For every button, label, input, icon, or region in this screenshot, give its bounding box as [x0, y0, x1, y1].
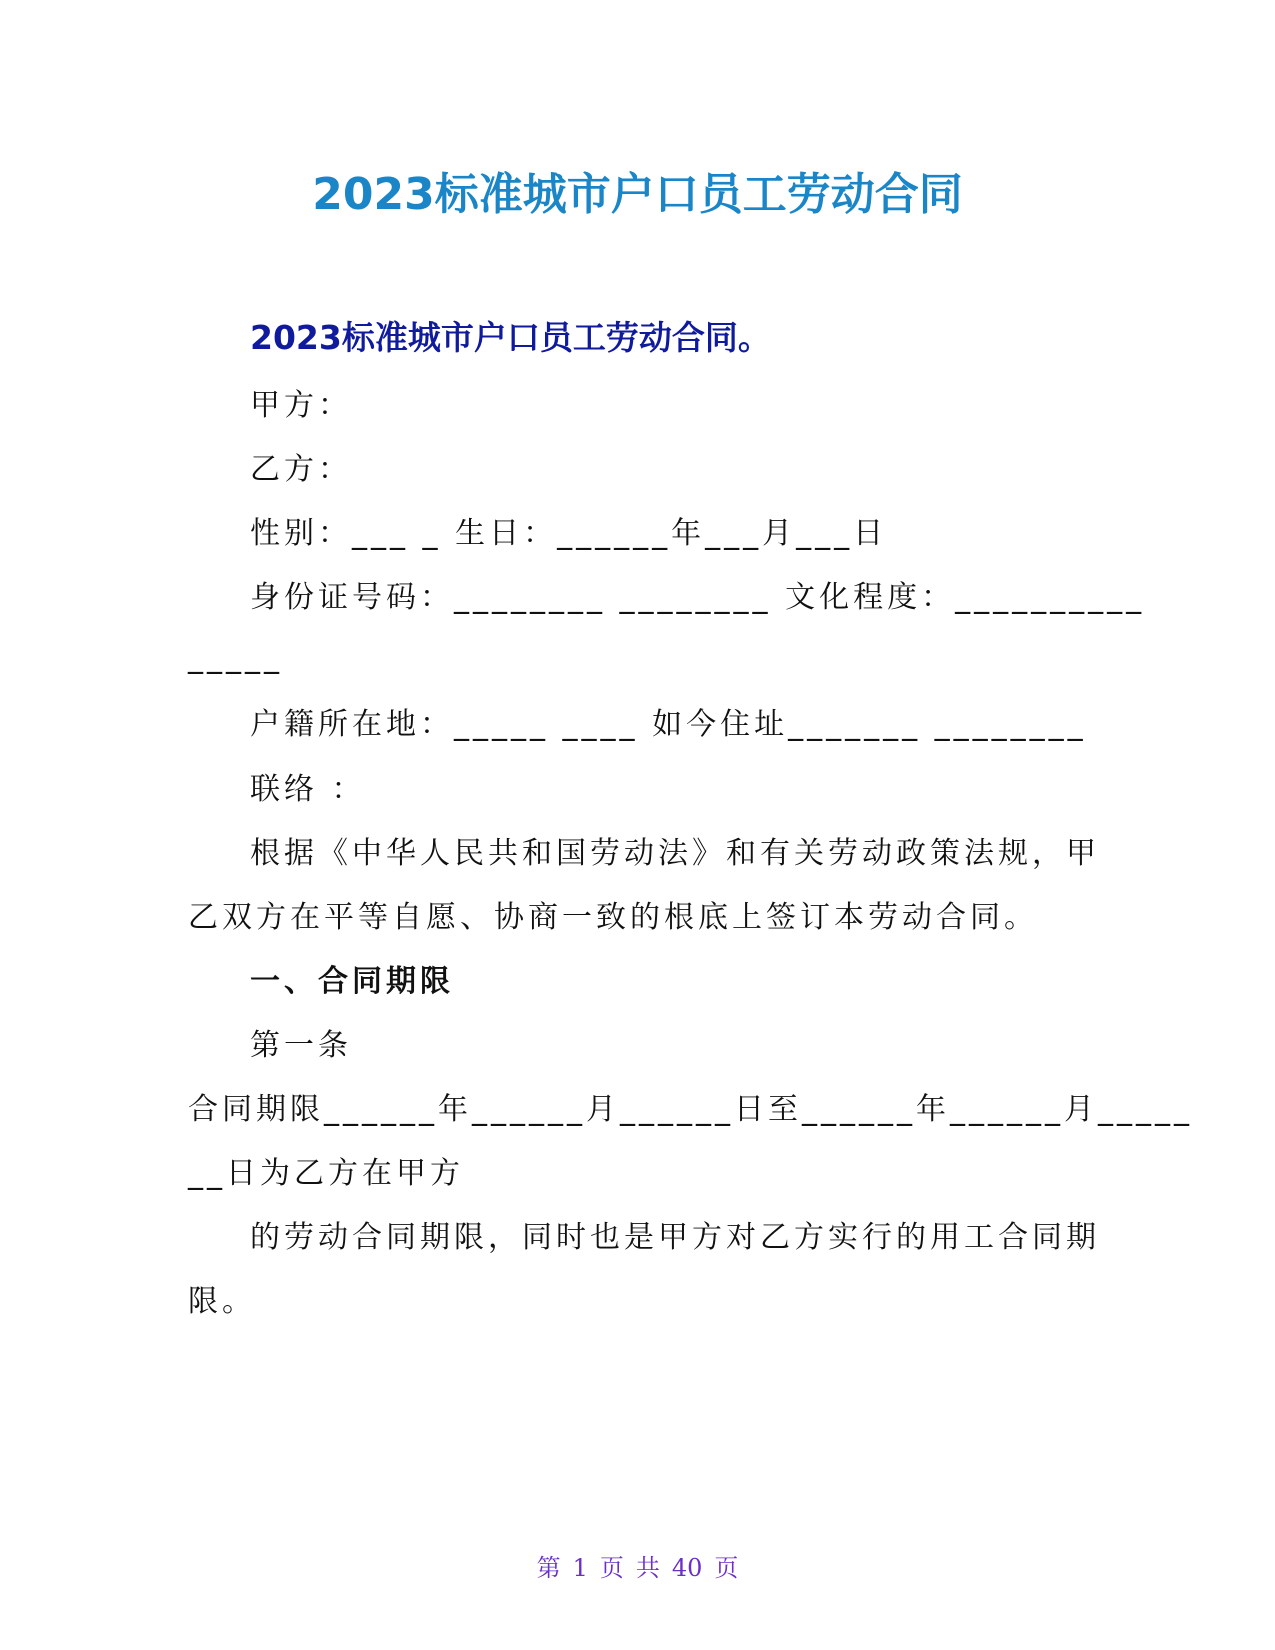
term-line-1: 合同期限______年______月______日至______年______月_____ [188, 1092, 1193, 1127]
id-education-continuation: _____ [188, 640, 283, 675]
term-line-4: 限。 [188, 1284, 256, 1319]
document-subtitle: 2023标准城市户口员工劳动合同。 [250, 318, 771, 357]
term-line-3: 的劳动合同期限，同时也是甲方对乙方实行的用工合同期 [250, 1220, 1100, 1255]
section-1-heading: 一、合同期限 [250, 964, 454, 999]
residence-address-line: 户籍所在地：_____ ____ 如今住址_______ ________ [250, 707, 1087, 742]
footer-total-pages: 40 [671, 1554, 703, 1582]
basis-paragraph-line-1: 根据《中华人民共和国劳动法》和有关劳动政策法规，甲 [250, 836, 1100, 871]
id-education-line: 身份证号码：________ ________ 文化程度：__________ [250, 580, 1146, 615]
article-1-label: 第一条 [250, 1028, 352, 1063]
footer-word-ye: 页 [599, 1554, 624, 1582]
contact-line: 联络 ： [250, 772, 366, 807]
gender-birthday-line: 性别：___ _ 生日：______年___月___日 [250, 516, 888, 551]
footer-word-page: 第 [536, 1554, 561, 1582]
footer-current-page: 1 [572, 1554, 588, 1582]
basis-paragraph-line-2: 乙双方在平等自愿、协商一致的根底上签订本劳动合同。 [188, 900, 1038, 935]
party-b-line: 乙方： [250, 452, 352, 487]
party-a-line: 甲方： [250, 388, 352, 423]
term-line-2: __日为乙方在甲方 [188, 1156, 464, 1191]
page-title: 2023标准城市户口员工劳动合同 [312, 169, 963, 220]
page-footer [0, 1548, 1275, 1583]
footer-word-total: 共 [635, 1554, 660, 1582]
footer-word-ye-2: 页 [714, 1554, 739, 1582]
